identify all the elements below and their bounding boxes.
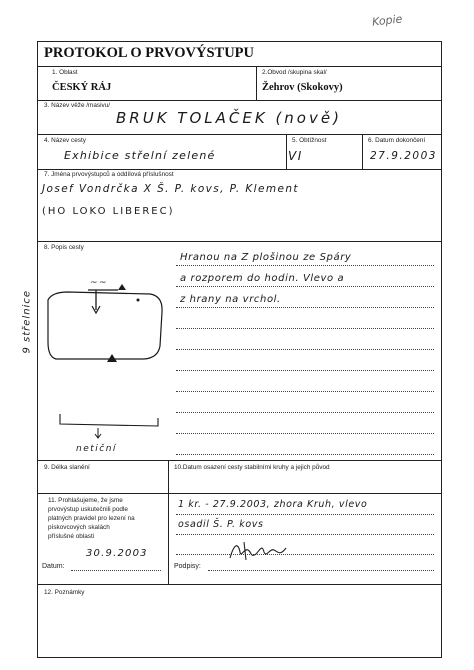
nazev-veze-label: 3. Název věže /masivu/ [44,102,111,109]
prohlaseni-text: 1 kr. - 27.9.2003, zhora Kruh, vlevo [178,499,368,510]
writing-line [176,433,434,434]
prohlaseni-label: 11. Prohlašujeme, že jsme [48,497,123,504]
nazev-veze-value: BRUK TOLAČEK (nově) [116,109,342,127]
divider [38,584,441,585]
divider [38,169,441,170]
form-title: PROTOKOL O PRVOVÝSTUPU [44,45,255,61]
prohlaseni-label: pískovcových skalách [48,524,110,531]
tower-outline [48,292,162,359]
sketch-top-mark: ~~ [90,278,109,288]
datum-label: Datum: [42,563,65,570]
obtiznost-label: 5. Obtížnost [292,137,327,144]
side-wall [60,414,158,426]
writing-line [176,454,434,455]
jmena-line1: Josef Vondrčka X Š. P. kovs, P. Klement [42,183,299,195]
corner-note: Kopie [371,12,403,29]
oblast-value: ČESKÝ RÁJ [52,82,112,93]
divider [168,460,169,584]
jmena-label: 7. Jména prvovýstupců a oddílová příslušnost [44,171,174,178]
divider [38,134,441,135]
nazev-cesty-value: Exhibice střelní zelené [64,149,216,162]
podpisy-label: Podpisy: [174,563,201,570]
datum-dokonceni-value: 27.9.2003 [370,150,437,162]
signature [226,538,298,564]
prohlaseni-label: příslušné oblasti [48,533,95,540]
sketch-lower-label: netiční [76,444,117,454]
writing-line [176,349,434,350]
popis-line: Hranou na Z plošinou ze Spáry [180,252,352,263]
writing-line [176,554,434,555]
side-annotation: 9 střelnice [21,290,33,354]
writing-line [176,328,434,329]
datum-value: 30.9.2003 [86,548,148,559]
writing-line [176,370,434,371]
poznamky-label: 12. Poznámky [44,589,85,596]
popis-label: 8. Popis cesty [44,244,84,251]
protocol-form [37,41,442,658]
divider [256,66,257,100]
prohlaseni-text: osadil Š. P. kovs [178,519,264,530]
route-sketch [38,242,172,460]
small-arrow [95,428,101,438]
popis-line: a rozporem do hodin. Vlevo a [180,273,345,284]
obvod-label: 2.Obvod /skupina skal/ [262,69,327,76]
obvod-value: Žehrov (Skokovy) [262,82,343,93]
nazev-cesty-label: 4. Název cesty [44,137,86,144]
popis-line: z hrany na vrchol. [180,294,281,305]
kruhy-label: 10.Datum osazení cesty stabilními kruhy a jejich původ [174,464,330,471]
prohlaseni-label: prvovýstup uskutečnili podle [48,506,128,513]
jmena-line2: (HO LOKO LIBEREC) [42,206,175,217]
oblast-label: 1. Oblast [52,69,78,76]
divider [38,100,441,101]
writing-line [176,391,434,392]
writing-line [208,570,434,571]
writing-line [71,570,161,571]
divider [38,460,441,461]
writing-line [176,412,434,413]
divider [38,66,441,67]
divider [286,134,287,169]
delka-label: 9. Délka slanění [44,464,90,471]
obtiznost-value: VI [288,149,303,163]
ring-mark [118,284,126,290]
prohlaseni-label: platných pravidel pro lezení na [48,515,135,522]
summit-mark [107,354,117,362]
datum-dokonceni-label: 6. Datum dokončení [368,137,426,144]
divider [362,134,363,169]
bolt-mark [137,299,140,302]
